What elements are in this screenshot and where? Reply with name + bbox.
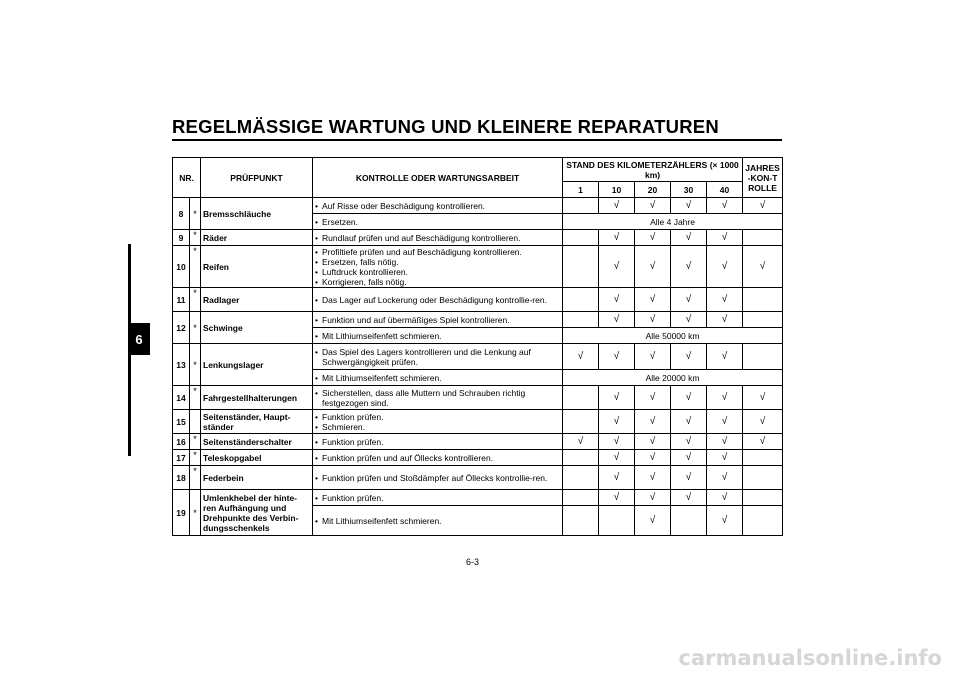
- row-work: [313, 312, 563, 328]
- maintenance-table: [172, 157, 783, 536]
- table-row: [173, 246, 783, 288]
- row-item: Räder: [201, 230, 313, 246]
- row-star: *: [190, 312, 201, 344]
- title-rule: [172, 139, 782, 141]
- row-work: [313, 386, 563, 410]
- table-row: [173, 230, 783, 246]
- work-item: • Mit Lithiumseifenfett schmieren.: [315, 331, 560, 341]
- header-work: KONTROLLE ODER WARTUNGSARBEIT: [313, 158, 563, 198]
- check-mark: √: [635, 490, 671, 506]
- row-item: Seitenständer, Haupt-ständer: [201, 410, 313, 434]
- row-work: [313, 230, 563, 246]
- work-list: [315, 373, 560, 383]
- row-number: 17: [173, 450, 190, 466]
- check-mark: √: [743, 198, 783, 214]
- check-mark: √: [743, 386, 783, 410]
- work-item: • Mit Lithiumseifenfett schmieren.: [315, 373, 560, 383]
- row-item: Reifen: [201, 246, 313, 288]
- row-item: Lenkungslager: [201, 344, 313, 386]
- empty-cell: [743, 466, 783, 490]
- check-mark: √: [563, 434, 599, 450]
- work-list: [315, 201, 560, 211]
- check-mark: √: [707, 386, 743, 410]
- row-number: 9: [173, 230, 190, 246]
- interval-note: Alle 20000 km: [563, 370, 783, 386]
- empty-cell: [563, 490, 599, 506]
- work-item: • Ersetzen.: [315, 217, 560, 227]
- row-star: *: [190, 288, 201, 312]
- row-star: [190, 410, 201, 434]
- work-item: • Funktion prüfen.: [315, 493, 560, 503]
- row-number: 12: [173, 312, 190, 344]
- row-number: 18: [173, 466, 190, 490]
- empty-cell: [743, 490, 783, 506]
- check-mark: √: [671, 434, 707, 450]
- empty-cell: [563, 288, 599, 312]
- row-work: [313, 466, 563, 490]
- page-number: 6-3: [466, 557, 480, 567]
- table-row: [173, 490, 783, 506]
- check-mark: √: [635, 288, 671, 312]
- row-number: 16: [173, 434, 190, 450]
- check-mark: √: [707, 198, 743, 214]
- work-list: [315, 247, 560, 287]
- check-mark: √: [671, 410, 707, 434]
- check-mark: √: [635, 312, 671, 328]
- row-work: [313, 246, 563, 288]
- check-mark: √: [635, 506, 671, 536]
- row-item: Teleskopgabel: [201, 450, 313, 466]
- check-mark: √: [671, 490, 707, 506]
- check-mark: √: [707, 450, 743, 466]
- header-km-10: 10: [599, 182, 635, 198]
- work-item: • Luftdruck kontrollieren.: [315, 267, 560, 277]
- table-row: [173, 198, 783, 214]
- check-mark: √: [635, 230, 671, 246]
- row-work: [313, 490, 563, 506]
- row-star: *: [190, 344, 201, 386]
- row-work: [313, 328, 563, 344]
- check-mark: √: [707, 312, 743, 328]
- row-item: Fahrgestellhalterungen: [201, 386, 313, 410]
- header-km-40: 40: [707, 182, 743, 198]
- check-mark: √: [671, 288, 707, 312]
- empty-cell: [743, 230, 783, 246]
- check-mark: √: [599, 344, 635, 370]
- row-number: 19: [173, 490, 190, 536]
- check-mark: √: [743, 246, 783, 288]
- work-list: [315, 217, 560, 227]
- row-item: Seitenständerschalter: [201, 434, 313, 450]
- empty-cell: [743, 288, 783, 312]
- table-row: [173, 410, 783, 434]
- interval-note: Alle 50000 km: [563, 328, 783, 344]
- row-star: *: [190, 246, 201, 288]
- work-item: • Funktion prüfen und auf Öllecks kontrollieren.: [315, 453, 560, 463]
- work-list: [315, 516, 560, 526]
- row-number: 14: [173, 386, 190, 410]
- work-item: • Rundlauf prüfen und auf Beschädigung kontrollieren.: [315, 233, 560, 243]
- check-mark: √: [635, 466, 671, 490]
- work-list: [315, 453, 560, 463]
- table-row: [173, 312, 783, 328]
- header-item: PRÜFPUNKT: [201, 158, 313, 198]
- check-mark: √: [635, 246, 671, 288]
- check-mark: √: [707, 434, 743, 450]
- check-mark: √: [599, 450, 635, 466]
- work-item: • Profiltiefe prüfen und auf Beschädigung kontrollieren.: [315, 247, 560, 257]
- check-mark: √: [707, 490, 743, 506]
- row-work: [313, 344, 563, 370]
- work-list: [315, 295, 560, 305]
- check-mark: √: [707, 466, 743, 490]
- row-number: 11: [173, 288, 190, 312]
- check-mark: √: [635, 450, 671, 466]
- empty-cell: [743, 506, 783, 536]
- row-item: Schwinge: [201, 312, 313, 344]
- empty-cell: [671, 506, 707, 536]
- header-km-30: 30: [671, 182, 707, 198]
- table-row: [173, 386, 783, 410]
- check-mark: √: [671, 198, 707, 214]
- check-mark: √: [671, 466, 707, 490]
- work-item: • Funktion prüfen.: [315, 412, 560, 422]
- empty-cell: [563, 386, 599, 410]
- row-item: Radlager: [201, 288, 313, 312]
- check-mark: √: [707, 344, 743, 370]
- check-mark: √: [599, 386, 635, 410]
- check-mark: √: [635, 386, 671, 410]
- header-nr: NR.: [173, 158, 201, 198]
- watermark: carmanualsonline.info: [678, 646, 942, 670]
- empty-cell: [743, 312, 783, 328]
- row-item: Umlenkhebel der hinte-ren Aufhängung und Drehpunkte des Verbin-dungsschenkels: [201, 490, 313, 536]
- interval-note: Alle 4 Jahre: [563, 214, 783, 230]
- row-number: 13: [173, 344, 190, 386]
- check-mark: √: [599, 466, 635, 490]
- table-row: [173, 288, 783, 312]
- row-star: *: [190, 466, 201, 490]
- empty-cell: [599, 506, 635, 536]
- work-list: [315, 347, 560, 367]
- check-mark: √: [707, 246, 743, 288]
- row-star: *: [190, 490, 201, 536]
- empty-cell: [563, 246, 599, 288]
- check-mark: √: [707, 230, 743, 246]
- check-mark: √: [599, 434, 635, 450]
- header-annual: JAHRES-KON-TROLLE: [743, 158, 783, 198]
- check-mark: √: [635, 344, 671, 370]
- row-work: [313, 214, 563, 230]
- row-item: Federbein: [201, 466, 313, 490]
- table-row: [173, 434, 783, 450]
- work-list: [315, 388, 560, 408]
- empty-cell: [743, 344, 783, 370]
- row-number: 10: [173, 246, 190, 288]
- check-mark: √: [671, 312, 707, 328]
- work-item: • Korrigieren, falls nötig.: [315, 277, 560, 287]
- table-body: [173, 198, 783, 536]
- work-item: • Mit Lithiumseifenfett schmieren.: [315, 516, 560, 526]
- chapter-tab: 6: [128, 323, 150, 355]
- check-mark: √: [599, 410, 635, 434]
- empty-cell: [563, 506, 599, 536]
- work-list: [315, 315, 560, 325]
- work-list: [315, 473, 560, 483]
- row-work: [313, 506, 563, 536]
- check-mark: √: [599, 198, 635, 214]
- table-row: [173, 344, 783, 370]
- table-row: [173, 466, 783, 490]
- work-item: • Ersetzen, falls nötig.: [315, 257, 560, 267]
- row-work: [313, 198, 563, 214]
- work-item: • Funktion und auf übermäßiges Spiel kontrollieren.: [315, 315, 560, 325]
- empty-cell: [563, 450, 599, 466]
- work-list: [315, 412, 560, 432]
- header-km-1: 1: [563, 182, 599, 198]
- check-mark: √: [635, 198, 671, 214]
- check-mark: √: [743, 434, 783, 450]
- check-mark: √: [599, 312, 635, 328]
- empty-cell: [563, 230, 599, 246]
- check-mark: √: [707, 506, 743, 536]
- work-list: [315, 493, 560, 503]
- row-star: *: [190, 434, 201, 450]
- work-item: • Sicherstellen, dass alle Muttern und Schrauben richtig festgezogen sind.: [315, 388, 560, 408]
- check-mark: √: [599, 288, 635, 312]
- work-item: • Das Spiel des Lagers kontrollieren und die Lenkung auf Schwergängigkeit prüfen.: [315, 347, 560, 367]
- row-star: *: [190, 230, 201, 246]
- row-star: *: [190, 450, 201, 466]
- check-mark: √: [563, 344, 599, 370]
- empty-cell: [563, 198, 599, 214]
- header-odometer: STAND DES KILOMETERZÄHLERS (× 1000 km): [563, 158, 743, 182]
- work-list: [315, 233, 560, 243]
- row-work: [313, 410, 563, 434]
- row-work: [313, 434, 563, 450]
- check-mark: √: [599, 490, 635, 506]
- row-star: *: [190, 198, 201, 230]
- work-item: • Funktion prüfen und Stoßdämpfer auf Öllecks kontrollie-ren.: [315, 473, 560, 483]
- row-work: [313, 450, 563, 466]
- table-row: [173, 450, 783, 466]
- check-mark: √: [707, 288, 743, 312]
- check-mark: √: [599, 246, 635, 288]
- work-list: [315, 331, 560, 341]
- empty-cell: [743, 450, 783, 466]
- empty-cell: [563, 410, 599, 434]
- row-number: 15: [173, 410, 190, 434]
- check-mark: √: [635, 410, 671, 434]
- header-km-20: 20: [635, 182, 671, 198]
- check-mark: √: [671, 344, 707, 370]
- row-star: *: [190, 386, 201, 410]
- check-mark: √: [599, 230, 635, 246]
- check-mark: √: [707, 410, 743, 434]
- work-item: • Funktion prüfen.: [315, 437, 560, 447]
- header-row: [173, 158, 783, 182]
- work-item: • Schmieren.: [315, 422, 560, 432]
- check-mark: √: [671, 246, 707, 288]
- row-work: [313, 370, 563, 386]
- check-mark: √: [635, 434, 671, 450]
- empty-cell: [563, 312, 599, 328]
- check-mark: √: [671, 230, 707, 246]
- check-mark: √: [743, 410, 783, 434]
- work-list: [315, 437, 560, 447]
- work-item: • Das Lager auf Lockerung oder Beschädigung kontrollie-ren.: [315, 295, 560, 305]
- row-work: [313, 288, 563, 312]
- check-mark: √: [671, 386, 707, 410]
- work-item: • Auf Risse oder Beschädigung kontrollieren.: [315, 201, 560, 211]
- empty-cell: [563, 466, 599, 490]
- check-mark: √: [671, 450, 707, 466]
- row-number: 8: [173, 198, 190, 230]
- page-title: REGELMÄSSIGE WARTUNG UND KLEINERE REPARATUREN: [172, 116, 719, 137]
- row-item: Bremsschläuche: [201, 198, 313, 230]
